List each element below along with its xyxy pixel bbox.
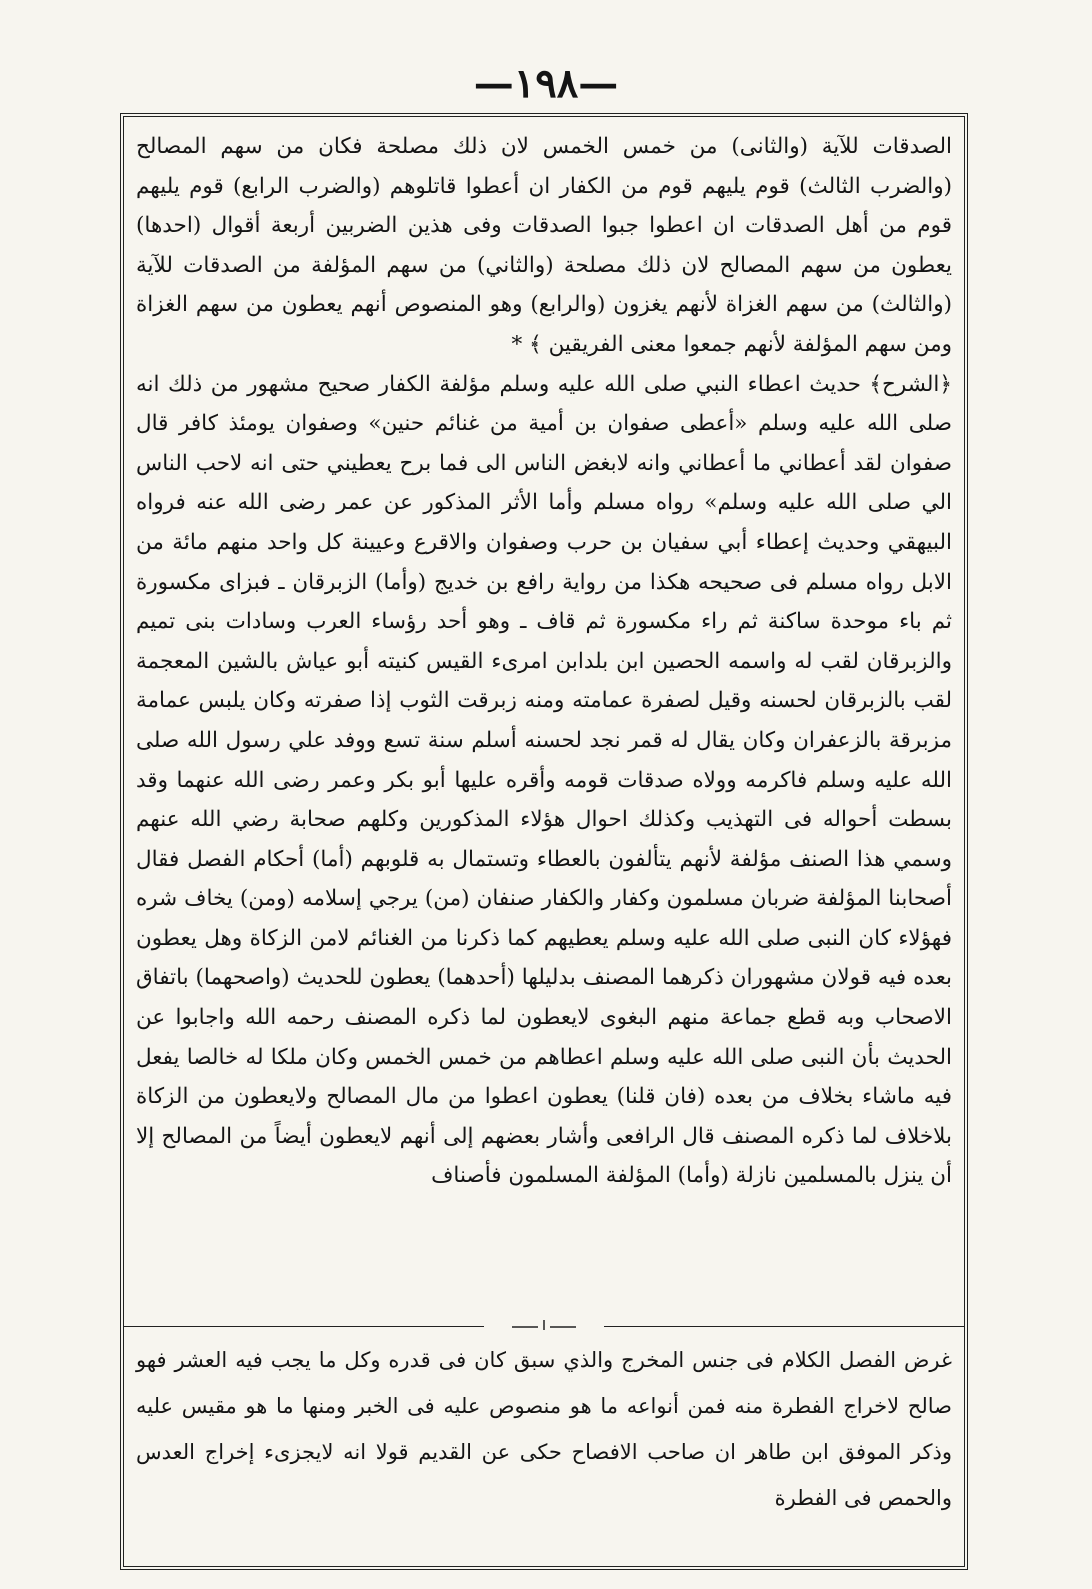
footnote-paragraph: غرض الفصل الكلام فى جنس المخرج والذي سبق كان فى قدره وكل ما يجب فيه العشر فهو صالح لاخراج الفطرة منه فمن أنواعه ما هو منصوص عليه فى الخبر ومنها ما هو مقيس عليه وذكر الموفق ابن طاهر ان صاحب الافصاح حكى عن القديم قولا انه لايجزىء إخراج العدس والحمص فى الفطرة: [136, 1348, 952, 1510]
page-number: —١٩٨—: [473, 60, 619, 107]
divider-ornament: [508, 1317, 580, 1331]
divider-line-right: [604, 1326, 964, 1327]
main-text: [136, 127, 952, 1313]
footnote-divider: [124, 1323, 964, 1331]
footnote-text: [136, 1337, 952, 1521]
page-frame: [120, 113, 968, 1570]
divider-line-left: [124, 1326, 484, 1327]
commentary-paragraph: ﴿الشرح﴾ حديث اعطاء النبي صلى الله عليه وسلم مؤلفة الكفار صحيح مشهور من ذلك انه صلى الله عليه وسلم «أعطى صفوان بن أمية من غنائم حنين» وصفوان يومئذ كافر قال صفوان لقد أعطاني ما أعطاني وانه لابغض الناس الى فما برح يعطيني حتى انه لاحب الناس الي صلى الله عليه وسلم» رواه مسلم وأما الأثر المذكور عن عمر رضى الله عنه فرواه البيهقي وحديث إعطاء أبي سفيان بن حرب وصفوان والاقرع وعيينة كل واحد منهم مائة من الابل رواه مسلم فى صحيحه هكذا من رواية رافع بن خديج (وأما) الزبرقان ـ فبزاى مكسورة ثم باء موحدة ساكنة ثم راء مكسورة ثم قاف ـ وهو أحد رؤساء العرب وسادات بنى تميم والزبرقان لقب له واسمه الحصين ابن بلدابن امرىء القيس كنيته أبو عياش بالشين المعجمة لقب بالزبرقان لحسنه وقيل لصفرة عمامته ومنه زبرقت الثوب إذا صفرته وكان يلبس عمامة مزبرقة بالزعفران وكان يقال له قمر نجد لحسنه أسلم سنة تسع ووفد علي رسول الله صلى الله عليه وسلم فاكرمه وولاه صدقات قومه وأقره عليها أبو بكر وعمر رضى الله عنهما وقد بسطت أحواله فى التهذيب وكذلك احوال هؤلاء المذكورين وكلهم صحابة رضي الله عنهم وسمي هذا الصنف مؤلفة لأنهم يتألفون بالعطاء وتستمال به قلوبهم (أما) أحكام الفصل فقال أصحابنا المؤلفة ضربان مسلمون وكفار والكفار صنفان (من) يرجي إسلامه (ومن) يخاف شره فهؤلاء كان النبى صلى الله عليه وسلم يعطيهم كما ذكرنا من الغنائم لامن الزكاة وهل يعطون بعده فيه قولان مشهوران ذكرهما المصنف بدليلها (أحدهما) يعطون للحديث (واصحهما) باتفاق الاصحاب وبه قطع جماعة منهم البغوى لايعطون لما ذكره المصنف رحمه الله واجابوا عن الحديث بأن النبى صلى الله عليه وسلم اعطاهم من خمس الخمس وكان ملكا له خالصا يفعل فيه ماشاء بخلاف من بعده (فان قلنا) يعطون اعطوا من مال المصالح ولايعطون من الزكاة بلاخلاف لما ذكره المصنف قال الرافعى وأشار بعضهم إلى أنهم لايعطون أيضاً من المصالح إلا أن ينزل بالمسلمين نازلة (وأما) المؤلفة المسلمون فأصناف: [136, 371, 953, 1189]
main-paragraph-text: الصدقات للآية (والثانى) من خمس الخمس لان ذلك مصلحة فكان من سهم المصالح (والضرب الثالث) قوم يليهم قوم من الكفار ان أعطوا قاتلوهم (والضرب الرابع) قوم يليهم قوم من أهل الصدقات ان اعطوا جبوا الصدقات وفى هذين الضربين أربعة أقوال (احدها) يعطون من سهم المصالح لان ذلك مصلحة (والثاني) من سهم المؤلفة من الصدقات للآية (والثالث) من سهم الغزاة لأنهم يغزون (والرابع) وهو المنصوص أنهم يعطون من سهم الغزاة ومن سهم المؤلفة لأنهم جمعوا معنى الفريقين ﴾ *: [136, 134, 952, 357]
